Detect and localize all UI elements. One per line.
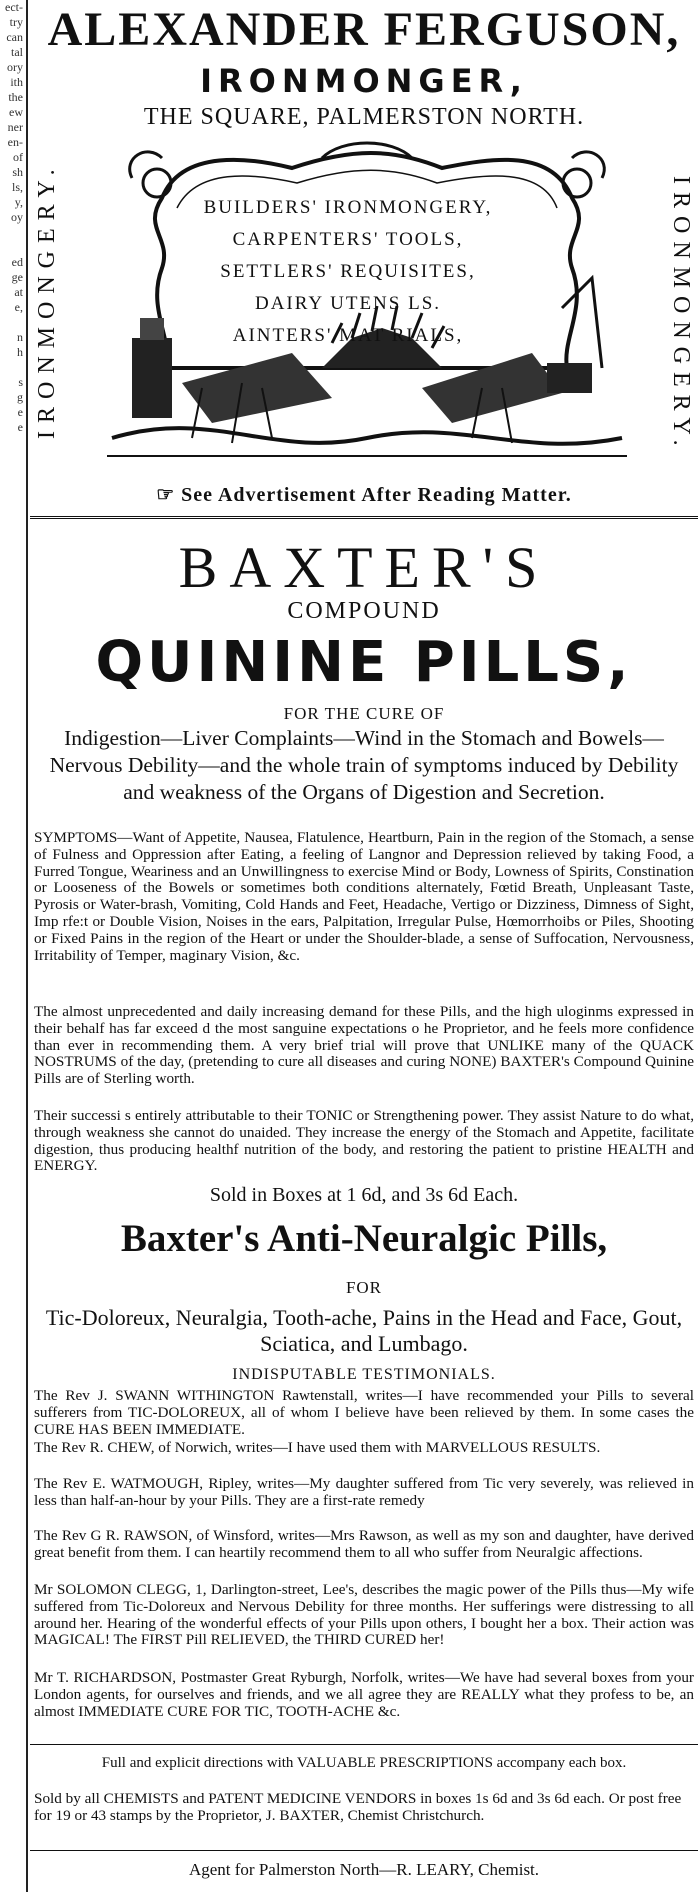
margin-fragment: ed	[11, 255, 23, 269]
margin-fragment: ect-	[5, 0, 23, 14]
success-paragraph: Their successi s entirely attributable to their TONIC or Strengthening power. They assist Nature to do what, through weakness she cannot do unaided. They increase the energy of the Stomach and Appetite, facilitate digestion, thus producing healthf nutrition of the body, and restoring the patient to pristine HEALTH and ENERGY.	[34, 1107, 694, 1175]
margin-fragment: ew	[9, 105, 23, 119]
compound-label: COMPOUND	[287, 598, 441, 624]
margin-fragment: sh	[12, 165, 23, 179]
margin-fragment: the	[8, 90, 23, 104]
margin-fragment: at	[14, 285, 23, 299]
testimonials-heading: INDISPUTABLE TESTIMONIALS.	[232, 1366, 496, 1383]
testimonial: The Rev G R. RAWSON, of Winsford, writes—Mrs Rawson, as well as my son and daughter, have derived great benefit from them. I can heartily recommend them to all who suffer from Neuralgic affections.	[34, 1527, 694, 1561]
demand-paragraph: The almost unprecedented and daily increasing demand for these Pills, and the high uloginms expressed in their behalf has far exceed d the most sanguine expectations o he Proprietor, and he feels more confidence than ever in recommending them. A very brief trial will prove that UNLIKE many of the QUACK NOSTRUMS of the day, (pretending to cure all diseases and curing NONE) BAXTER's Compound Quinine Pills are of Sterling worth.	[34, 1003, 694, 1088]
margin-fragment: of	[13, 150, 23, 164]
directions-note: Full and explicit directions with VALUABLE PRESCRIPTIONS accompany each box.	[101, 1755, 627, 1771]
margin-fragment: g	[17, 390, 23, 404]
testimonial: Mr SOLOMON CLEGG, 1, Darlington-street, Lee's, describes the magic power of the Pills thus—My wife suffered from Tic-Doloreux and Nervous Debility for three months. Her sufferings were distressing to all around her. Hearing of the wonderful effects of your Pills upon others, I bought her a box. Their action was MAGICAL! The FIRST Pill RELIEVED, the THIRD CURED her!	[34, 1581, 694, 1649]
margin-fragment: ge	[11, 270, 23, 284]
anti-neuralgic-title: Baxter's Anti-Neuralgic Pills,	[120, 1217, 608, 1260]
symptoms-paragraph: SYMPTOMS—Want of Appetite, Nausea, Flatulence, Heartburn, Pain in the region of the Stomach, a sense of Fulness and Oppression after Eating, a feeling of Langnor and Depression relieved by taking Food, a Furred Tongue, Weariness and an Unwillingness to exercise Mind or Body, Lowness of Spirits, Constination or Looseness of the Bowels or sometimes both conditions alternately, Fœtid Breath, Unpleasant Taste, Pyrosis or Water-brash, Vomiting, Cold Hands and Feet, Headache, Vertigo or Dizziness, Dimness of Sight, Imp rfe:t or Double Vision, Noises in the ears, Palpitation, Irregular Pulse, Hœmorrhoibs or Piles, Shooting or Fixed Pains in the region of the Heart or under the Shoulder-blade, a sense of Suffocation, Nervousness, Irritability of Temper, maginary Vision, &c.	[34, 829, 694, 964]
margin-fragment: ner	[7, 120, 23, 134]
advertisement-page	[30, 0, 698, 1892]
side-label-right: IRONMONGERY.	[668, 176, 694, 454]
margin-fragment: ith	[10, 75, 23, 89]
testimonial: Mr T. RICHARDSON, Postmaster Great Ryburgh, Norfolk, writes—We have had several boxes from your London agents, for ourselves and friends, and we all agree they are REALLY what they profess to be, an almost IMMEDIATE CURE FOR TIC, TOOTH-ACHE &c.	[34, 1669, 694, 1720]
department-item: SETTLERS' REQUISITES,	[220, 261, 476, 282]
margin-fragment: e	[17, 420, 23, 434]
margin-fragment: e,	[14, 300, 23, 314]
cure-of-label: FOR THE CURE OF	[283, 704, 445, 723]
side-label-left: IRONMONGERY.	[34, 161, 60, 439]
margin-fragment: oy	[11, 210, 23, 224]
margin-fragment: ls,	[11, 180, 23, 194]
margin-fragment: try	[9, 15, 23, 29]
quinine-pills-title: QUININE PILLS,	[95, 630, 633, 695]
margin-fragment: en-	[7, 135, 23, 149]
margin-fragment	[0, 450, 26, 465]
testimonial: The Rev J. SWANN WITHINGTON Rawtenstall, writes—I have recommended your Pills to several sufferers from TIC-DOLOREUX, all of whom I believe have been relieved by them. In some cases the CURE HAS BEEN IMMEDIATE.	[34, 1387, 694, 1438]
margin-fragment	[0, 360, 26, 375]
margin-fragment: s	[18, 375, 23, 389]
quinine-price: Sold in Boxes at 1 6d, and 3s 6d Each.	[209, 1184, 519, 1206]
sold-by-note: Sold by all CHEMISTS and PATENT MEDICINE VENDORS in boxes 1s 6d and 3s 6d each. Or post free for 19 or 43 stamps by the Proprietor, J. BAXTER, Chemist Christchurch.	[34, 1790, 682, 1824]
see-advertisement-note: ☞ See Advertisement After Reading Matter.	[156, 484, 572, 506]
baxters-heading: BAXTER'S	[178, 535, 550, 600]
department-item: DAIRY UTENS LS.	[254, 293, 442, 314]
testimonial: The Rev E. WATMOUGH, Ripley, writes—My daughter suffered from Tic very severely, was relieved in less than half-an-hour by your Pills. They are a first-rate remedy	[34, 1475, 694, 1509]
agent-note: Agent for Palmerston North—R. LEARY, Chemist.	[188, 1860, 540, 1879]
ferguson-name: ALEXANDER FERGUSON,	[47, 3, 681, 56]
department-item: AINTERS' MAT RIALS,	[232, 325, 464, 346]
margin-fragment: can	[6, 30, 23, 44]
section-divider	[30, 1850, 698, 1851]
pointing-hand-icon: ☞	[156, 484, 182, 506]
margin-fragment	[0, 225, 26, 240]
department-item: CARPENTERS' TOOLS,	[232, 229, 464, 250]
margin-fragment: y,	[14, 195, 23, 209]
department-list	[138, 192, 558, 352]
testimonial: The Rev R. CHEW, of Norwich, writes—I have used them with MARVELLOUS RESULTS.	[34, 1439, 601, 1456]
margin-fragment: tal	[11, 45, 23, 59]
ferguson-address: THE SQUARE, PALMERSTON NORTH.	[143, 104, 585, 130]
margin-fragment	[0, 435, 26, 450]
ferguson-trade: IRONMONGER,	[200, 62, 528, 100]
margin-fragment: e	[17, 405, 23, 419]
margin-fragment: n	[17, 330, 23, 344]
quinine-ailments: Indigestion—Liver Complaints—Wind in the Stomach and Bowels—Nervous Debility—and the whole train of symptoms induced by Debility and weakness of the Organs of Digestion and Secretion.	[49, 726, 679, 804]
anti-neuralgic-ailments: Tic-Doloreux, Neuralgia, Tooth-ache, Pains in the Head and Face, Gout, Sciatica, and Lumbago.	[45, 1305, 683, 1356]
margin-fragment	[0, 240, 26, 255]
section-divider	[30, 516, 698, 519]
section-divider	[30, 1744, 698, 1745]
margin-fragment	[0, 315, 26, 330]
margin-fragment: h	[17, 345, 23, 359]
for-label: FOR	[345, 1278, 383, 1297]
department-item: BUILDERS' IRONMONGERY,	[203, 197, 493, 218]
adjacent-column-fragment	[0, 0, 28, 1892]
margin-fragment: ory	[7, 60, 23, 74]
